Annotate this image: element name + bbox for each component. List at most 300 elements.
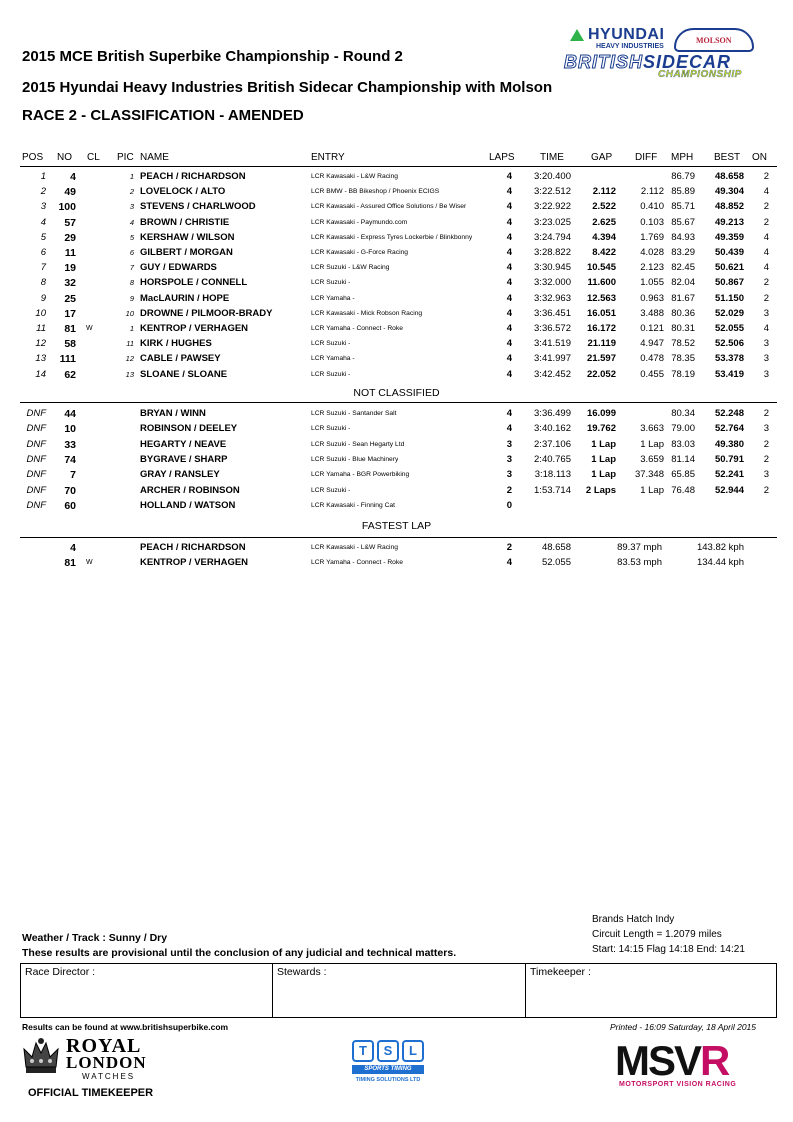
cell-on: 3 xyxy=(763,338,769,350)
cell-name: BROWN / CHRISTIE xyxy=(140,216,230,228)
cell-mph: 79.00 xyxy=(671,423,695,435)
cell-best: 52.029 xyxy=(714,307,744,319)
cell-best: 52.248 xyxy=(714,408,744,419)
cell-mph: 76.48 xyxy=(671,484,695,496)
tsl-letter-s: S xyxy=(377,1040,399,1062)
cell-on: 2 xyxy=(763,438,769,450)
cell-mph: 84.93 xyxy=(671,231,695,243)
race-director-cell xyxy=(21,964,273,1017)
table-row xyxy=(0,171,793,186)
cell-pic: 12 xyxy=(125,354,134,364)
cell-name: CABLE / PAWSEY xyxy=(140,353,221,365)
cell-on: 2 xyxy=(763,292,769,304)
cell-laps: 2 xyxy=(506,484,512,496)
cell-diff: 1.769 xyxy=(640,231,664,243)
cell-mph: 80.31 xyxy=(671,323,695,334)
cell-time: 3:22.922 xyxy=(534,201,571,213)
cell-time: 3:36.451 xyxy=(534,307,571,319)
cell-laps: 4 xyxy=(506,216,512,228)
cell-diff: 0.410 xyxy=(640,201,664,213)
results-url: Results can be found at www.britishsuperbike.com xyxy=(22,1022,229,1032)
cell-entry: LCR Suzuki - xyxy=(311,370,351,378)
molson-badge-icon xyxy=(674,28,754,52)
cell-best: 49.359 xyxy=(714,231,744,243)
cell-pos: DNF xyxy=(26,423,46,435)
official-timekeeper: OFFICIAL TIMEKEEPER xyxy=(28,1087,154,1099)
cell-laps: 3 xyxy=(506,438,512,450)
col-pic: PIC xyxy=(117,152,134,163)
cell-name: KENTROP / VERHAGEN xyxy=(140,323,249,334)
cell-entry: LCR Kawasaki - Finning Cat xyxy=(311,501,395,509)
cell-pic: 11 xyxy=(126,339,134,349)
cell-pos: DNF xyxy=(26,438,46,450)
cell-no: 19 xyxy=(64,262,76,275)
col-cl: CL xyxy=(87,152,100,163)
table-row xyxy=(0,338,793,353)
msvr-logo xyxy=(613,1037,779,1095)
printed-timestamp: Printed - 16:09 Saturday, 18 April 2015 xyxy=(610,1022,757,1032)
cell-best: 53.378 xyxy=(714,353,744,365)
cell-mph: 85.67 xyxy=(671,216,695,228)
timekeeper-label: Timekeeper : xyxy=(530,966,591,978)
cell-best: 50.791 xyxy=(714,453,744,465)
table-row xyxy=(0,469,793,484)
cell-pos: 14 xyxy=(35,368,46,380)
cell-best: 48.852 xyxy=(714,201,744,213)
cell-no: 100 xyxy=(58,201,76,214)
not-classified-divider xyxy=(20,402,777,403)
cell-on: 4 xyxy=(763,231,769,243)
cell-entry: LCR Yamaha - Connect - Roke xyxy=(311,325,403,332)
cell-on: 4 xyxy=(763,186,769,198)
venue-name: Brands Hatch Indy xyxy=(592,914,675,925)
royal-london-logo xyxy=(20,1035,180,1101)
cell-entry: LCR Kawasaki - L&W Racing xyxy=(311,544,398,551)
cell-mph: 83.03 xyxy=(671,438,695,450)
cell-pos: 3 xyxy=(40,201,46,213)
msvr-ms: MSV xyxy=(615,1037,701,1084)
cell-entry: LCR Suzuki - Sean Hegarty Ltd xyxy=(311,440,405,448)
crown-icon xyxy=(20,1037,62,1077)
signature-box xyxy=(20,963,777,1018)
cell-time: 3:42.452 xyxy=(534,368,571,380)
cell-name: GILBERT / MORGAN xyxy=(140,247,233,258)
cell-on: 2 xyxy=(763,453,769,465)
cell-mph: 78.35 xyxy=(671,353,695,365)
cell-entry: LCR Yamaha - xyxy=(311,355,355,363)
cell-time: 3:40.162 xyxy=(534,423,571,435)
cell-pos: 7 xyxy=(40,262,46,274)
cell-time: 2:40.765 xyxy=(534,453,571,465)
cell-entry: LCR Suzuki - L&W Racing xyxy=(311,264,390,272)
logo-line2: CHAMPIONSHIP xyxy=(658,69,742,80)
cell-best: 52.944 xyxy=(714,484,744,496)
cell-pic: 2 xyxy=(129,187,134,197)
col-best: BEST xyxy=(714,152,741,163)
cell-laps: 4 xyxy=(506,247,512,258)
cell-kph: 143.82 kph xyxy=(696,542,744,553)
cell-entry: LCR Kawasaki - Express Tyres Lockerbie / Blinkbonny xyxy=(311,233,473,241)
cell-name: DROWNE / PILMOOR-BRADY xyxy=(140,307,273,319)
cell-gap: 21.597 xyxy=(586,353,616,365)
cell-best: 49.304 xyxy=(714,186,744,198)
venue-info xyxy=(592,912,745,957)
cell-gap: 12.563 xyxy=(586,292,616,304)
cell-mph: 82.45 xyxy=(671,262,695,274)
cell-mph: 80.34 xyxy=(671,408,695,419)
cell-pos: DNF xyxy=(26,469,46,481)
cell-no: 32 xyxy=(64,277,76,290)
cell-no: 70 xyxy=(64,484,76,497)
cell-entry: LCR Kawasaki - L&W Racing xyxy=(311,173,398,180)
cell-cl: W xyxy=(86,559,93,566)
cell-name: PEACH / RICHARDSON xyxy=(140,171,246,182)
cell-pos: 5 xyxy=(40,231,46,243)
cell-pos: DNF xyxy=(26,484,46,496)
cell-laps: 3 xyxy=(506,469,512,481)
cell-diff: 4.947 xyxy=(640,338,664,350)
cell-no: 11 xyxy=(64,247,76,259)
cell-gap: 2.522 xyxy=(592,201,616,213)
cell-mph: 83.53 mph xyxy=(617,557,662,568)
col-entry: ENTRY xyxy=(311,152,345,163)
cell-time: 3:23.025 xyxy=(534,216,571,228)
cell-no: 17 xyxy=(64,307,76,320)
cell-best: 50.867 xyxy=(714,277,744,289)
col-no: NO xyxy=(57,152,72,163)
cell-kph: 134.44 kph xyxy=(696,557,744,568)
cell-mph: 86.79 xyxy=(671,171,695,182)
cell-time: 3:24.794 xyxy=(534,231,571,243)
cell-gap: 10.545 xyxy=(586,262,616,274)
cell-pic: 1 xyxy=(129,324,134,333)
table-row xyxy=(0,454,793,469)
cell-diff: 1 Lap xyxy=(640,438,664,450)
cell-entry: LCR Suzuki - xyxy=(311,340,351,348)
cell-gap: 2 Laps xyxy=(585,484,616,496)
cell-no: 58 xyxy=(64,338,76,351)
tsl-sub: TIMING SOLUTIONS LTD xyxy=(355,1077,421,1083)
msvr-tagline: MOTORSPORT VISION RACING xyxy=(619,1081,737,1088)
cell-name: KERSHAW / WILSON xyxy=(140,231,235,243)
cell-pos: 8 xyxy=(40,277,46,289)
cell-on: 3 xyxy=(763,469,769,481)
cell-time: 3:36.499 xyxy=(534,408,571,419)
cell-on: 2 xyxy=(763,201,769,213)
cell-on: 4 xyxy=(763,262,769,274)
cell-entry: LCR Suzuki - Blue Machinery xyxy=(311,455,399,463)
cell-time: 3:20.400 xyxy=(534,171,571,182)
cell-entry: LCR Kawasaki - Assured Office Solutions / Be Wiser xyxy=(311,203,467,211)
circuit-length: Circuit Length = 1.2079 miles xyxy=(592,929,722,940)
cell-laps: 4 xyxy=(506,201,512,213)
cell-name: GRAY / RANSLEY xyxy=(140,469,220,481)
cell-diff: 0.121 xyxy=(640,323,664,334)
cell-name: ARCHER / ROBINSON xyxy=(140,484,240,496)
cell-pic: 10 xyxy=(125,308,134,318)
cell-diff: 0.963 xyxy=(640,292,664,304)
cell-gap: 11.600 xyxy=(587,277,616,289)
col-diff: DIFF xyxy=(635,152,658,163)
weather: Weather / Track : Sunny / Dry xyxy=(22,932,168,944)
cell-gap: 21.119 xyxy=(587,338,616,350)
cell-diff: 2.112 xyxy=(640,186,664,198)
table-row xyxy=(0,500,793,515)
cell-laps: 4 xyxy=(506,292,512,304)
cell-name: SLOANE / SLOANE xyxy=(140,368,228,380)
cell-gap: 1 Lap xyxy=(591,453,616,465)
cell-diff: 0.455 xyxy=(640,368,664,380)
stewards-cell xyxy=(273,964,526,1017)
cell-entry: LCR Suzuki - xyxy=(311,425,351,433)
table-row xyxy=(0,439,793,454)
cell-name: HOLLAND / WATSON xyxy=(140,499,236,511)
cell-no: 29 xyxy=(64,231,76,244)
hyundai-triangle-icon xyxy=(570,29,584,41)
cell-time: 3:41.997 xyxy=(534,353,571,365)
cell-mph: 78.52 xyxy=(671,338,695,350)
cell-no: 44 xyxy=(64,408,76,420)
cell-on: 3 xyxy=(763,307,769,319)
cell-on: 3 xyxy=(763,423,769,435)
cell-diff: 37.348 xyxy=(634,469,664,481)
cell-diff: 1.055 xyxy=(640,277,664,289)
cell-mph: 89.37 mph xyxy=(617,542,662,553)
cell-pos: 12 xyxy=(35,338,46,350)
cell-pic: 7 xyxy=(129,263,134,273)
cell-no: 10 xyxy=(64,423,76,436)
cell-time: 3:32.000 xyxy=(534,277,571,289)
cell-diff: 2.123 xyxy=(640,262,664,274)
cell-name: HORSPOLE / CONNELL xyxy=(140,277,248,289)
col-gap: GAP xyxy=(591,152,613,163)
col-name: NAME xyxy=(140,152,169,163)
cell-mph: 81.14 xyxy=(671,453,695,465)
cell-cl: W xyxy=(86,325,93,332)
table-row xyxy=(0,277,793,292)
cell-time: 3:32.963 xyxy=(534,292,571,304)
fastest-lap-title: FASTEST LAP xyxy=(361,520,432,532)
cell-entry: LCR Suzuki - xyxy=(311,279,351,287)
cell-on: 3 xyxy=(763,368,769,380)
cell-entry: LCR Suzuki - xyxy=(311,486,351,494)
cell-laps: 4 xyxy=(506,231,512,243)
table-row xyxy=(0,485,793,500)
table-row xyxy=(0,308,793,323)
table-row xyxy=(0,323,793,338)
cell-on: 4 xyxy=(763,323,769,334)
cell-gap: 2.112 xyxy=(592,186,616,198)
cell-no: 74 xyxy=(64,453,76,466)
col-pos: POS xyxy=(22,152,44,163)
cell-laps: 4 xyxy=(506,368,512,380)
cell-laps: 4 xyxy=(506,353,512,365)
cell-pos: 4 xyxy=(40,216,46,228)
cell-entry: LCR Kawasaki - Mick Robson Racing xyxy=(311,309,423,317)
cell-gap: 16.172 xyxy=(586,323,616,334)
cell-no: 33 xyxy=(64,438,76,451)
cell-time: 2:37.106 xyxy=(534,438,571,450)
championship-logo xyxy=(566,26,776,84)
cell-on: 3 xyxy=(763,353,769,365)
cell-name: BRYAN / WINN xyxy=(140,408,206,419)
cell-on: 2 xyxy=(763,277,769,289)
table-row xyxy=(0,186,793,201)
cell-pos: DNF xyxy=(26,499,46,511)
fastest-lap-row xyxy=(0,557,793,572)
cell-pos: 6 xyxy=(40,247,46,258)
cell-entry: LCR Yamaha - Connect - Roke xyxy=(311,559,403,566)
cell-diff: 0.103 xyxy=(640,216,664,228)
cell-time: 3:41.519 xyxy=(534,338,571,350)
cell-best: 48.658 xyxy=(714,171,744,182)
table-row xyxy=(0,369,793,384)
cell-time: 3:28.822 xyxy=(534,247,571,258)
msvr-wordmark xyxy=(615,1039,728,1083)
cell-name: HEGARTY / NEAVE xyxy=(140,438,227,450)
cell-laps: 3 xyxy=(506,453,512,465)
cell-entry: LCR Suzuki - Santander Salt xyxy=(311,410,397,417)
logo-brand-sub: HEAVY INDUSTRIES xyxy=(596,43,664,50)
cell-pos: 2 xyxy=(40,186,46,198)
cell-lap: 2 xyxy=(506,542,512,553)
classification-title: RACE 2 - CLASSIFICATION - AMENDED xyxy=(22,107,304,124)
cell-best: 52.241 xyxy=(714,469,744,481)
cell-pic: 5 xyxy=(129,232,134,242)
race-director-label: Race Director : xyxy=(25,966,96,978)
cell-gap: 16.051 xyxy=(586,307,616,319)
tsl-letter-l: L xyxy=(402,1040,424,1062)
cell-no: 81 xyxy=(64,557,76,569)
cell-best: 52.506 xyxy=(714,338,744,350)
cell-laps: 4 xyxy=(506,307,512,319)
cell-diff: 4.028 xyxy=(640,247,664,258)
cell-on: 4 xyxy=(763,247,769,258)
cell-on: 2 xyxy=(763,216,769,228)
rl-royal: ROYAL xyxy=(66,1035,142,1057)
cell-pic: 9 xyxy=(129,293,134,303)
cell-mph: 80.36 xyxy=(671,307,695,319)
cell-name: KENTROP / VERHAGEN xyxy=(140,557,249,568)
cell-pos: 13 xyxy=(35,353,46,365)
table-row xyxy=(0,423,793,438)
table-row xyxy=(0,262,793,277)
not-classified-title: NOT CLASSIFIED xyxy=(353,387,440,399)
logo-line1a: BRITISH xyxy=(564,52,643,72)
cell-no: 49 xyxy=(64,186,76,199)
cell-best: 53.419 xyxy=(714,368,744,380)
cell-pos: DNF xyxy=(26,453,46,465)
cell-name: LOVELOCK / ALTO xyxy=(140,186,226,198)
cell-no: 62 xyxy=(64,368,76,381)
cell-time: 3:36.572 xyxy=(534,323,571,334)
table-row xyxy=(0,293,793,308)
cell-diff: 0.478 xyxy=(640,353,664,365)
rl-watches: WATCHES xyxy=(82,1072,136,1081)
col-on: ON xyxy=(752,152,767,163)
tsl-band: SPORTS TIMING xyxy=(352,1065,424,1074)
cell-mph: 82.04 xyxy=(671,277,695,289)
col-time: TIME xyxy=(540,152,564,163)
cell-name: STEVENS / CHARLWOOD xyxy=(140,201,256,213)
cell-mph: 85.89 xyxy=(671,186,695,198)
cell-best: 50.621 xyxy=(714,262,744,274)
col-mph: MPH xyxy=(671,152,694,163)
page-subtitle: 2015 Hyundai Heavy Industries British Sidecar Championship with Molson xyxy=(22,79,553,96)
cell-on: 2 xyxy=(763,171,769,182)
table-row xyxy=(0,247,793,262)
cell-mph: 65.85 xyxy=(671,469,695,481)
cell-mph: 78.19 xyxy=(671,368,695,380)
cell-name: GUY / EDWARDS xyxy=(140,262,217,274)
cell-name: ROBINSON / DEELEY xyxy=(140,423,238,435)
cell-no: 57 xyxy=(64,216,76,229)
fastest-lap-divider xyxy=(20,537,777,538)
cell-name: PEACH / RICHARDSON xyxy=(140,542,246,553)
cell-laps: 4 xyxy=(506,423,512,435)
cell-no: 81 xyxy=(64,323,76,335)
cell-diff: 3.659 xyxy=(640,453,664,465)
cell-mph: 83.29 xyxy=(671,247,695,258)
cell-no: 7 xyxy=(70,469,76,482)
tsl-letter-t: T xyxy=(352,1040,374,1062)
timekeeper-cell xyxy=(526,964,776,1017)
cell-diff: 3.488 xyxy=(640,307,664,319)
table-row xyxy=(0,353,793,368)
cell-diff: 1 Lap xyxy=(640,484,664,496)
cell-mph: 81.67 xyxy=(671,292,695,304)
cell-best: 50.439 xyxy=(714,247,744,258)
cell-pic: 8 xyxy=(129,278,134,288)
cell-pos: 1 xyxy=(40,171,46,182)
logo-partner: MOLSON xyxy=(696,36,732,45)
cell-pic: 1 xyxy=(129,172,134,181)
cell-time: 52.055 xyxy=(541,557,571,568)
cell-no: 25 xyxy=(64,292,76,305)
cell-laps: 4 xyxy=(506,186,512,198)
cell-no: 60 xyxy=(64,499,76,512)
cell-time: 3:22.512 xyxy=(534,186,571,198)
cell-best: 49.380 xyxy=(714,438,744,450)
cell-time: 3:30.945 xyxy=(534,262,571,274)
cell-on: 2 xyxy=(763,484,769,496)
logo-line1b: SIDECAR xyxy=(643,52,732,72)
cell-time: 1:53.714 xyxy=(534,484,571,496)
page-title: 2015 MCE British Superbike Championship - Round 2 xyxy=(22,48,403,65)
cell-laps: 4 xyxy=(506,323,512,334)
cell-entry: LCR BMW - BB Bikeshop / Phoenix ECIGS xyxy=(311,188,440,196)
cell-pic: 6 xyxy=(129,248,134,257)
table-row xyxy=(0,201,793,216)
cell-pos: 11 xyxy=(36,323,46,334)
cell-laps: 4 xyxy=(506,262,512,274)
cell-gap: 22.052 xyxy=(586,368,616,380)
cell-laps: 0 xyxy=(506,499,512,511)
cell-no: 4 xyxy=(70,542,76,554)
col-laps: LAPS xyxy=(489,152,515,163)
logo-brand: HYUNDAI xyxy=(588,26,665,43)
cell-laps: 4 xyxy=(506,277,512,289)
cell-name: BYGRAVE / SHARP xyxy=(140,453,228,465)
cell-pos: DNF xyxy=(26,408,46,419)
cell-on: 2 xyxy=(763,408,769,419)
cell-best: 52.055 xyxy=(714,323,744,334)
cell-time: 3:18.113 xyxy=(534,469,571,481)
table-row xyxy=(0,232,793,247)
cell-pic: 3 xyxy=(129,202,134,212)
cell-entry: LCR Yamaha - xyxy=(311,294,355,302)
cell-best: 52.764 xyxy=(714,423,744,435)
